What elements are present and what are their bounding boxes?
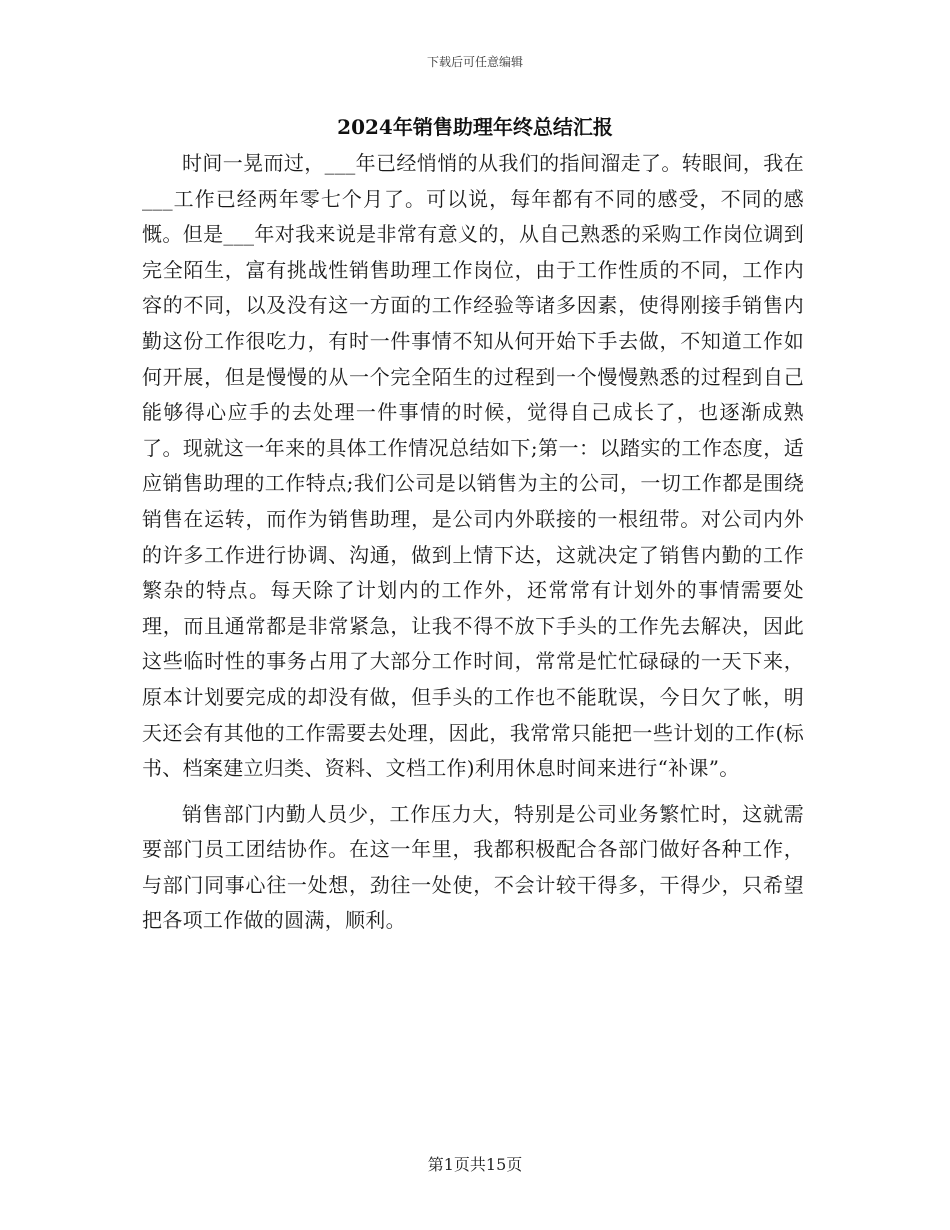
document-title: 2024年销售助理年终总结汇报	[337, 115, 613, 139]
header-note: 下载后可任意编辑	[426, 55, 523, 69]
page-number-footer: 第1页共15页	[427, 1155, 523, 1174]
body-paragraph-2: 销售部门内勤人员少，工作压力大，特别是公司业务繁忙时，这就需要部门员工团结协作。在这一年里，我都积极配合各部门做好各种工作，与部门同事心往一处想，劲往一处使，不会计较干得多，干得少，只希望把各项工作做的圆满，顺利。	[142, 801, 804, 933]
body-paragraph-1: 时间一晃而过，___年已经悄悄的从我们的指间溜走了。转眼间，我在___工作已经两年零七个月了。可以说，每年都有不同的感受，不同的感慨。但是___年对我来说是非常有意义的，从自己熟悉的采购工作岗位调到完全陌生，富有挑战性销售助理工作岗位，由于工作性质的不同，工作内容的不同，以及没有这一方面的工作经验等诸多因素，使得刚接手销售内勤这份工作很吃力，有时一件事情不知从何开始下手去做，不知道工作如何开展，但是慢慢的从一个完全陌生的过程到一个慢慢熟悉的过程到自己能够得心应手的去处理一件事情的时候，觉得自己成长了，也逐渐成熟了。现就这一年来的具体工作情况总结如下;第一：以踏实的工作态度，适应销售助理的工作特点;我们公司是以销售为主的公司，一切工作都是围绕销售在运转，而作为销售助理，是公司内外联接的一根纽带。对公司内外的许多工作进行协调、沟通，做到上情下达，这就决定了销售内勤的工作繁杂的特点。每天除了计划内的工作外，还常常有计划外的事情需要处理，而且通常都是非常紧急，让我不得不放下手头的工作先去解决，因此这些临时性的事务占用了大部分工作时间，常常是忙忙碌碌的一天下来，原本计划要完成的却没有做，但手头的工作也不能耽误，今日欠了帐，明天还会有其他的工作需要去处理，因此，我常常只能把一些计划的工作(标书、档案建立归类、资料、文档工作)利用休息时间来进行“补课”。	[142, 151, 804, 781]
document-body	[142, 146, 804, 939]
